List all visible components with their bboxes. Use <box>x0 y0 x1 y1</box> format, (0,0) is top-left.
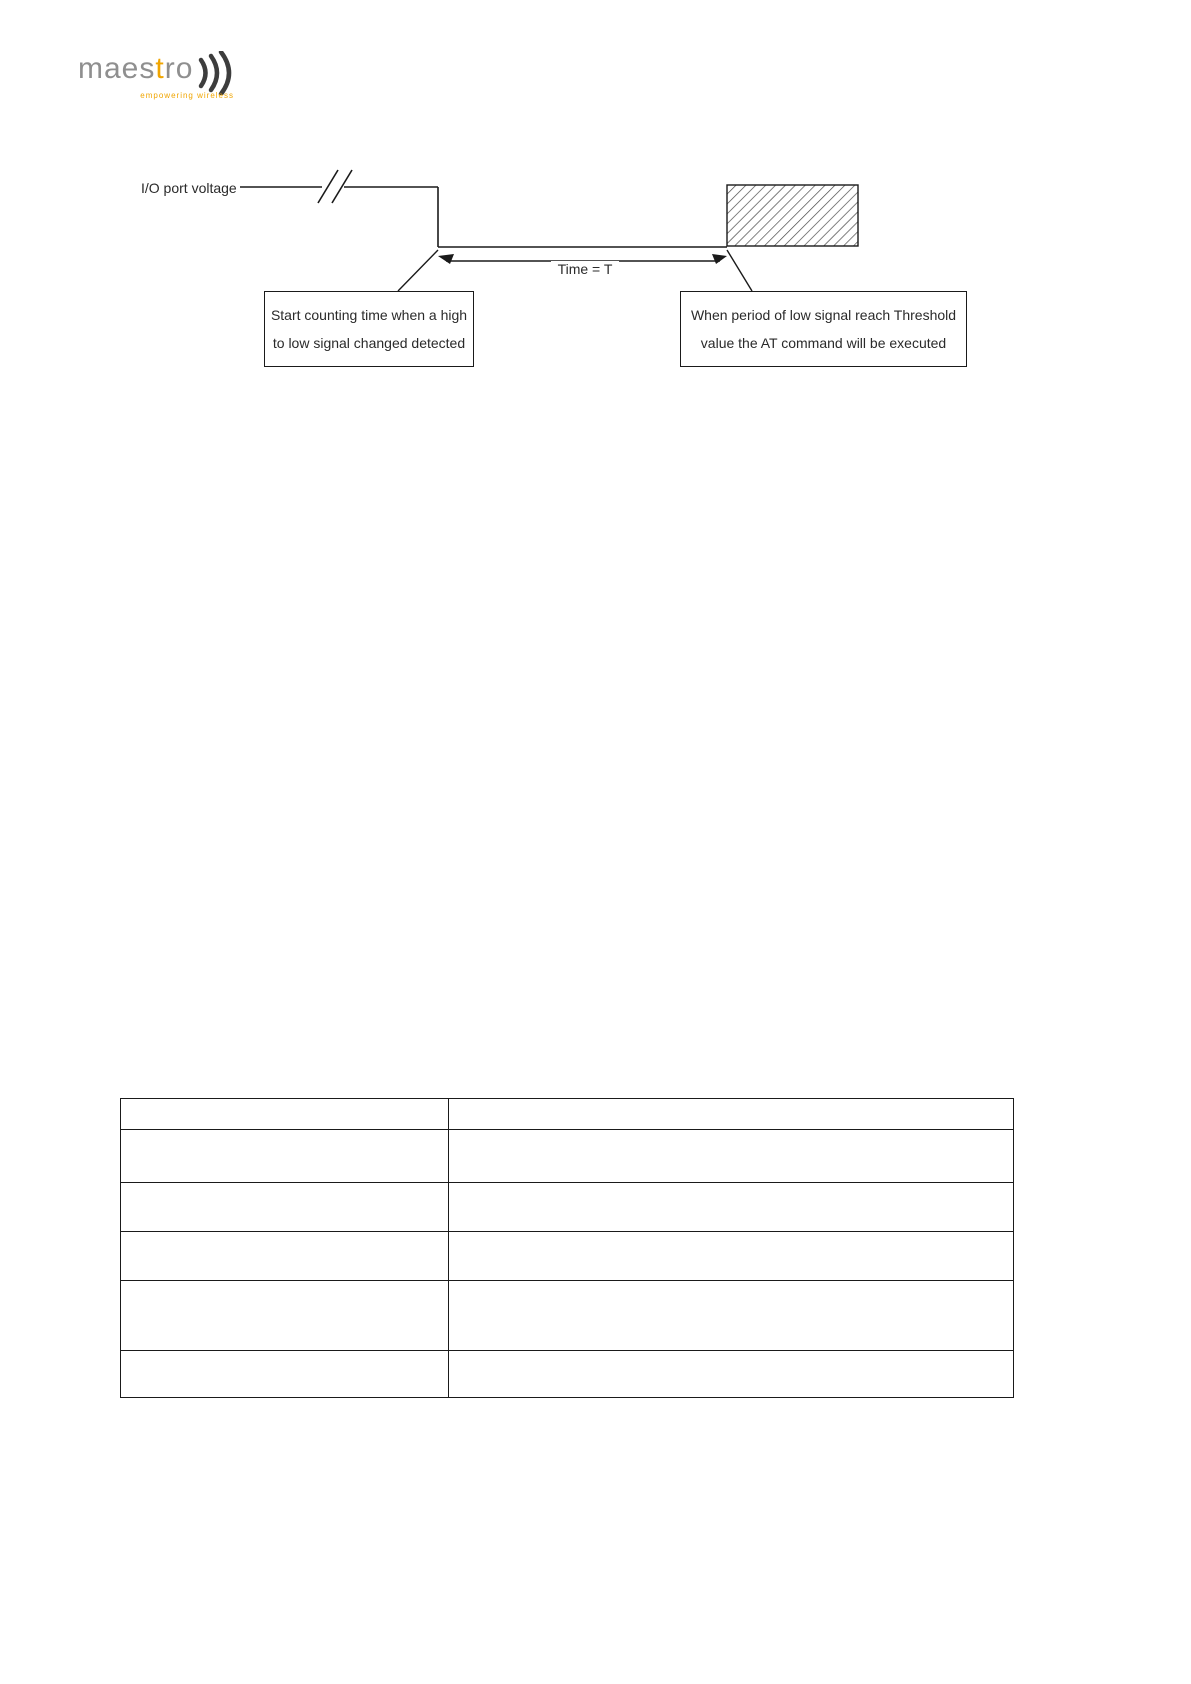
table-row <box>121 1099 1014 1130</box>
threshold-reached-callout <box>680 291 967 367</box>
table-row <box>121 1232 1014 1281</box>
arrowhead-left-icon <box>438 254 454 264</box>
table-cell <box>449 1281 1014 1351</box>
table-cell <box>449 1232 1014 1281</box>
table-cell <box>449 1099 1014 1130</box>
io-port-voltage-label: I/O port voltage <box>141 180 237 196</box>
table-cell <box>121 1130 449 1183</box>
table-cell <box>121 1351 449 1398</box>
logo-tagline: empowering wireless <box>140 91 234 100</box>
left-callout-connector <box>398 250 438 291</box>
callout-text-line: Start counting time when a high <box>270 307 468 323</box>
table-cell <box>449 1130 1014 1183</box>
table-cell <box>121 1183 449 1232</box>
table-row <box>121 1351 1014 1398</box>
logo-part2: t <box>155 52 165 85</box>
table-cell <box>121 1281 449 1351</box>
callout-text-line: value the AT command will be executed <box>700 335 947 351</box>
table-cell <box>121 1099 449 1130</box>
right-callout-connector <box>727 250 752 291</box>
callout-text-line: to low signal changed detected <box>272 335 466 351</box>
table-row <box>121 1130 1014 1183</box>
table-cell <box>121 1232 449 1281</box>
table-row <box>121 1281 1014 1351</box>
table-cell <box>449 1183 1014 1232</box>
threshold-hatched-region <box>727 185 858 246</box>
table-cell <box>449 1351 1014 1398</box>
start-counting-callout <box>264 291 474 367</box>
logo-part1: maes <box>78 52 156 85</box>
table-row <box>121 1183 1014 1232</box>
timing-diagram <box>0 0 1191 420</box>
parameters-table <box>120 1098 1014 1398</box>
time-equals-t-label: Time = T <box>551 261 619 277</box>
callout-text-line: When period of low signal reach Threshold <box>690 307 957 323</box>
arrowhead-right-icon <box>712 254 727 264</box>
logo-part3: ro <box>164 52 194 85</box>
